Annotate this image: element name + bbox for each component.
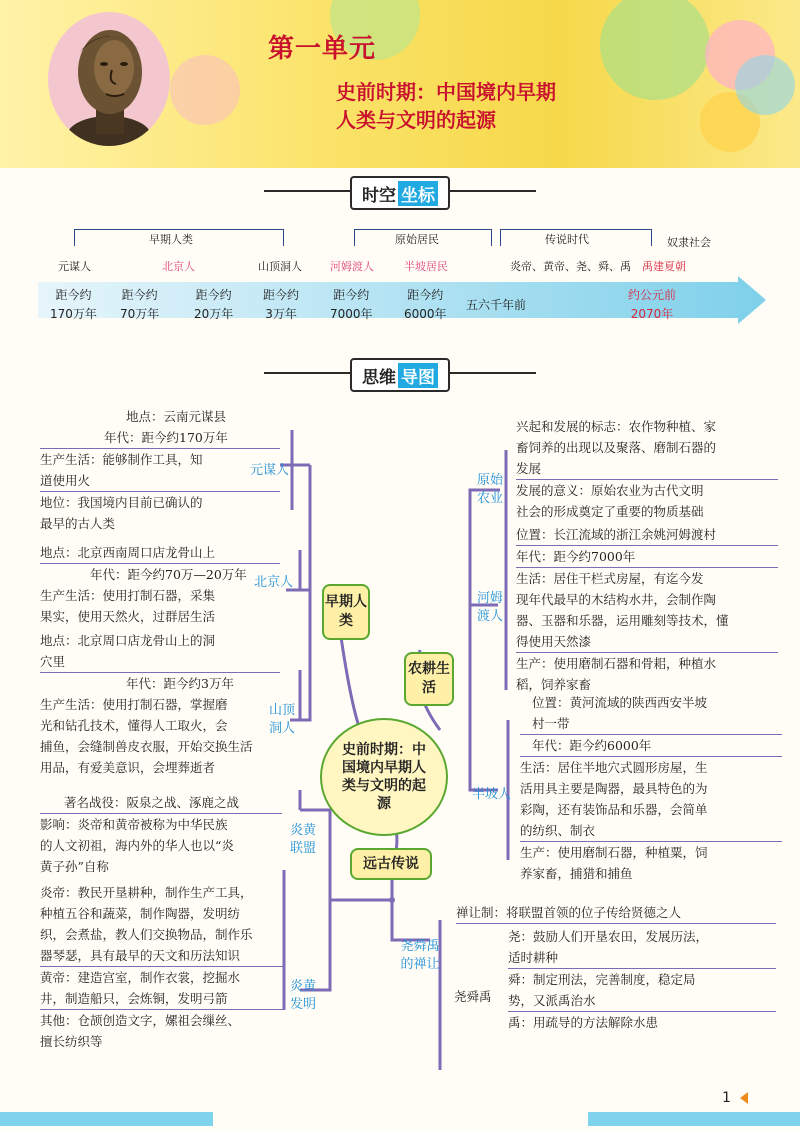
site-yuanmou: 元谋人 xyxy=(58,260,91,273)
site-five-emperors: 炎帝、黄帝、尧、舜、禹 xyxy=(510,260,631,273)
early-human-bust-image xyxy=(48,12,170,146)
site-beijing: 北京人 xyxy=(162,260,195,273)
site-hemudu: 河姆渡人 xyxy=(330,260,374,273)
node-legend: 远古传说 xyxy=(350,848,432,880)
banner2-line-right xyxy=(446,372,536,374)
range-label-legend: 传说时代 xyxy=(542,231,592,247)
node-early-humans: 早期人类 xyxy=(322,584,370,640)
page-arrow-icon xyxy=(740,1092,748,1104)
node-farming: 农耕生活 xyxy=(404,652,454,706)
section-banner-timeline xyxy=(350,176,450,210)
yuanmou-details: 地点：云南元谋县 年代：距今约170万年 生产生活：能够制作工具，知 道使用火 地位：我国境内目前已确认的 最早的古人类 xyxy=(40,406,280,534)
banner2-line-left xyxy=(264,372,350,374)
range-label-early-humans: 早期人类 xyxy=(146,231,196,247)
site-shanding: 山顶洞人 xyxy=(258,260,302,273)
unit-title: 第一单元 xyxy=(268,34,377,64)
alliance-details: 著名战役：阪泉之战、涿鹿之战 影响：炎帝和黄帝被称为中华民族 的人文初祖，海内外的华人也以“炎 黄子孙”自称 xyxy=(40,792,282,877)
branch-alliance: 炎黄联盟 xyxy=(289,823,316,856)
branch-shanrang: 尧舜禹的禅让 xyxy=(400,939,440,972)
center-node xyxy=(320,718,448,836)
site-banpo: 半坡居民 xyxy=(404,260,448,273)
banner-text-a: 时空 xyxy=(362,185,396,206)
chapter-title-line-1: 史前时期：中国境内早期 xyxy=(336,80,556,104)
time-20wan: 距今约 20万年 xyxy=(194,288,234,321)
banpo-details: 位置：黄河流域的陕西西安半坡 村一带 年代：距今约6000年 生活：居住半地穴式圆形房屋，生 活用具主要是陶器，最具特色的为 彩陶，还有装饰品和乐器，会简单 的纺织、制衣 生产：使用磨制石器，种植粟，饲 养家畜，捕猎和捕鱼 xyxy=(520,692,782,884)
banner-text-b: 坐标 xyxy=(398,181,438,206)
branch-beijing: 北京人 xyxy=(254,575,294,590)
branch-yuanmou: 元谋人 xyxy=(250,463,290,478)
center-node-label: 史前时期：中国境内早期人类与文明的起源 xyxy=(342,742,426,812)
footer-bar-right xyxy=(588,1112,800,1126)
time-2070bc: 约公元前 2070年 xyxy=(628,288,677,321)
page-number: 1 xyxy=(722,1090,731,1106)
time-70wan: 距今约 70万年 xyxy=(120,288,160,321)
branch-hemudu: 河姆渡人 xyxy=(476,591,503,624)
range-label-slave: 奴隶社会 xyxy=(664,234,714,250)
hemudu-details: 位置：长江流域的浙江余姚河姆渡村 年代：距今约7000年 生活：居住干栏式房屋，有迄今发 现年代最早的木结构水井，会制作陶 器、玉器和乐器，运用雕刻等技术，懂 得使用天然漆 生产：使用磨制石器和骨耜，种植水 稻，饲养家畜 xyxy=(516,524,778,695)
farming-origin-details: 兴起和发展的标志：农作物种植、家 畜饲养的出现以及聚落、磨制石器的 发展 发展的意义：原始农业为古代文明 社会的形成奠定了重要的物质基础 xyxy=(516,416,778,522)
shanrang-sub-label: 尧舜禹 xyxy=(454,989,492,1004)
banner2-text-b: 导图 xyxy=(398,363,438,388)
time-3wan: 距今约 3万年 xyxy=(263,288,300,321)
banner-line-left xyxy=(264,190,350,192)
shanrang-rule: 禅让制：将联盟首领的位子传给贤德之人 xyxy=(456,902,776,924)
range-label-primitive: 原始居民 xyxy=(392,231,442,247)
time-7000: 距今约 7000年 xyxy=(330,288,373,321)
time-170wan: 距今约 170万年 xyxy=(50,288,97,321)
shanding-details: 地点：北京周口店龙骨山上的洞 穴里 年代：距今约3万年 生产生活：使用打制石器，掌握磨 光和钻孔技术，懂得人工取火，会 捕鱼，会缝制兽皮衣服，开始交换生活 用品，有爱美意识，会埋葬逝者 xyxy=(40,630,280,778)
branch-inventions: 炎黄发明 xyxy=(289,979,316,1012)
branch-farming-origin: 原始农业 xyxy=(476,473,503,506)
inventions-details: 炎帝：教民开垦耕种，制作生产工具， 种植五谷和蔬菜，制作陶器，发明纺 织，会煮盐，教人们交换物品，制作乐 器琴瑟，具有最早的天文和历法知识 黄帝：建造宫室，制作衣裳，挖掘水 井，制造船只，会炼铜，发明弓箭 其他：仓颉创造文字，嫘祖会缫丝、 擅长纺织等 xyxy=(40,882,284,1052)
banner-line-right xyxy=(446,190,536,192)
footer-bar-left xyxy=(0,1112,213,1126)
site-xia: 禹建夏朝 xyxy=(642,260,686,273)
chapter-title-line-2: 人类与文明的起源 xyxy=(336,108,496,132)
branch-shanding: 山顶洞人 xyxy=(268,703,295,736)
branch-banpo: 半坡人 xyxy=(472,787,512,802)
section-banner-mindmap xyxy=(350,358,450,392)
banner2-text-a: 思维 xyxy=(362,367,396,388)
time-6000: 距今约 6000年 xyxy=(404,288,447,321)
time-56qian: 五六千年前 xyxy=(466,298,527,312)
shanrang-details: 尧：鼓励人们开垦农田，发展历法， 适时耕种 舜：制定刑法，完善制度，稳定局 势，又派禹治水 禹：用疏导的方法解除水患 xyxy=(508,926,776,1033)
beijing-details: 地点：北京西南周口店龙骨山上 年代：距今约70万—20万年 生产生活：使用打制石器，采集 果实，使用天然火，过群居生活 xyxy=(40,542,280,627)
